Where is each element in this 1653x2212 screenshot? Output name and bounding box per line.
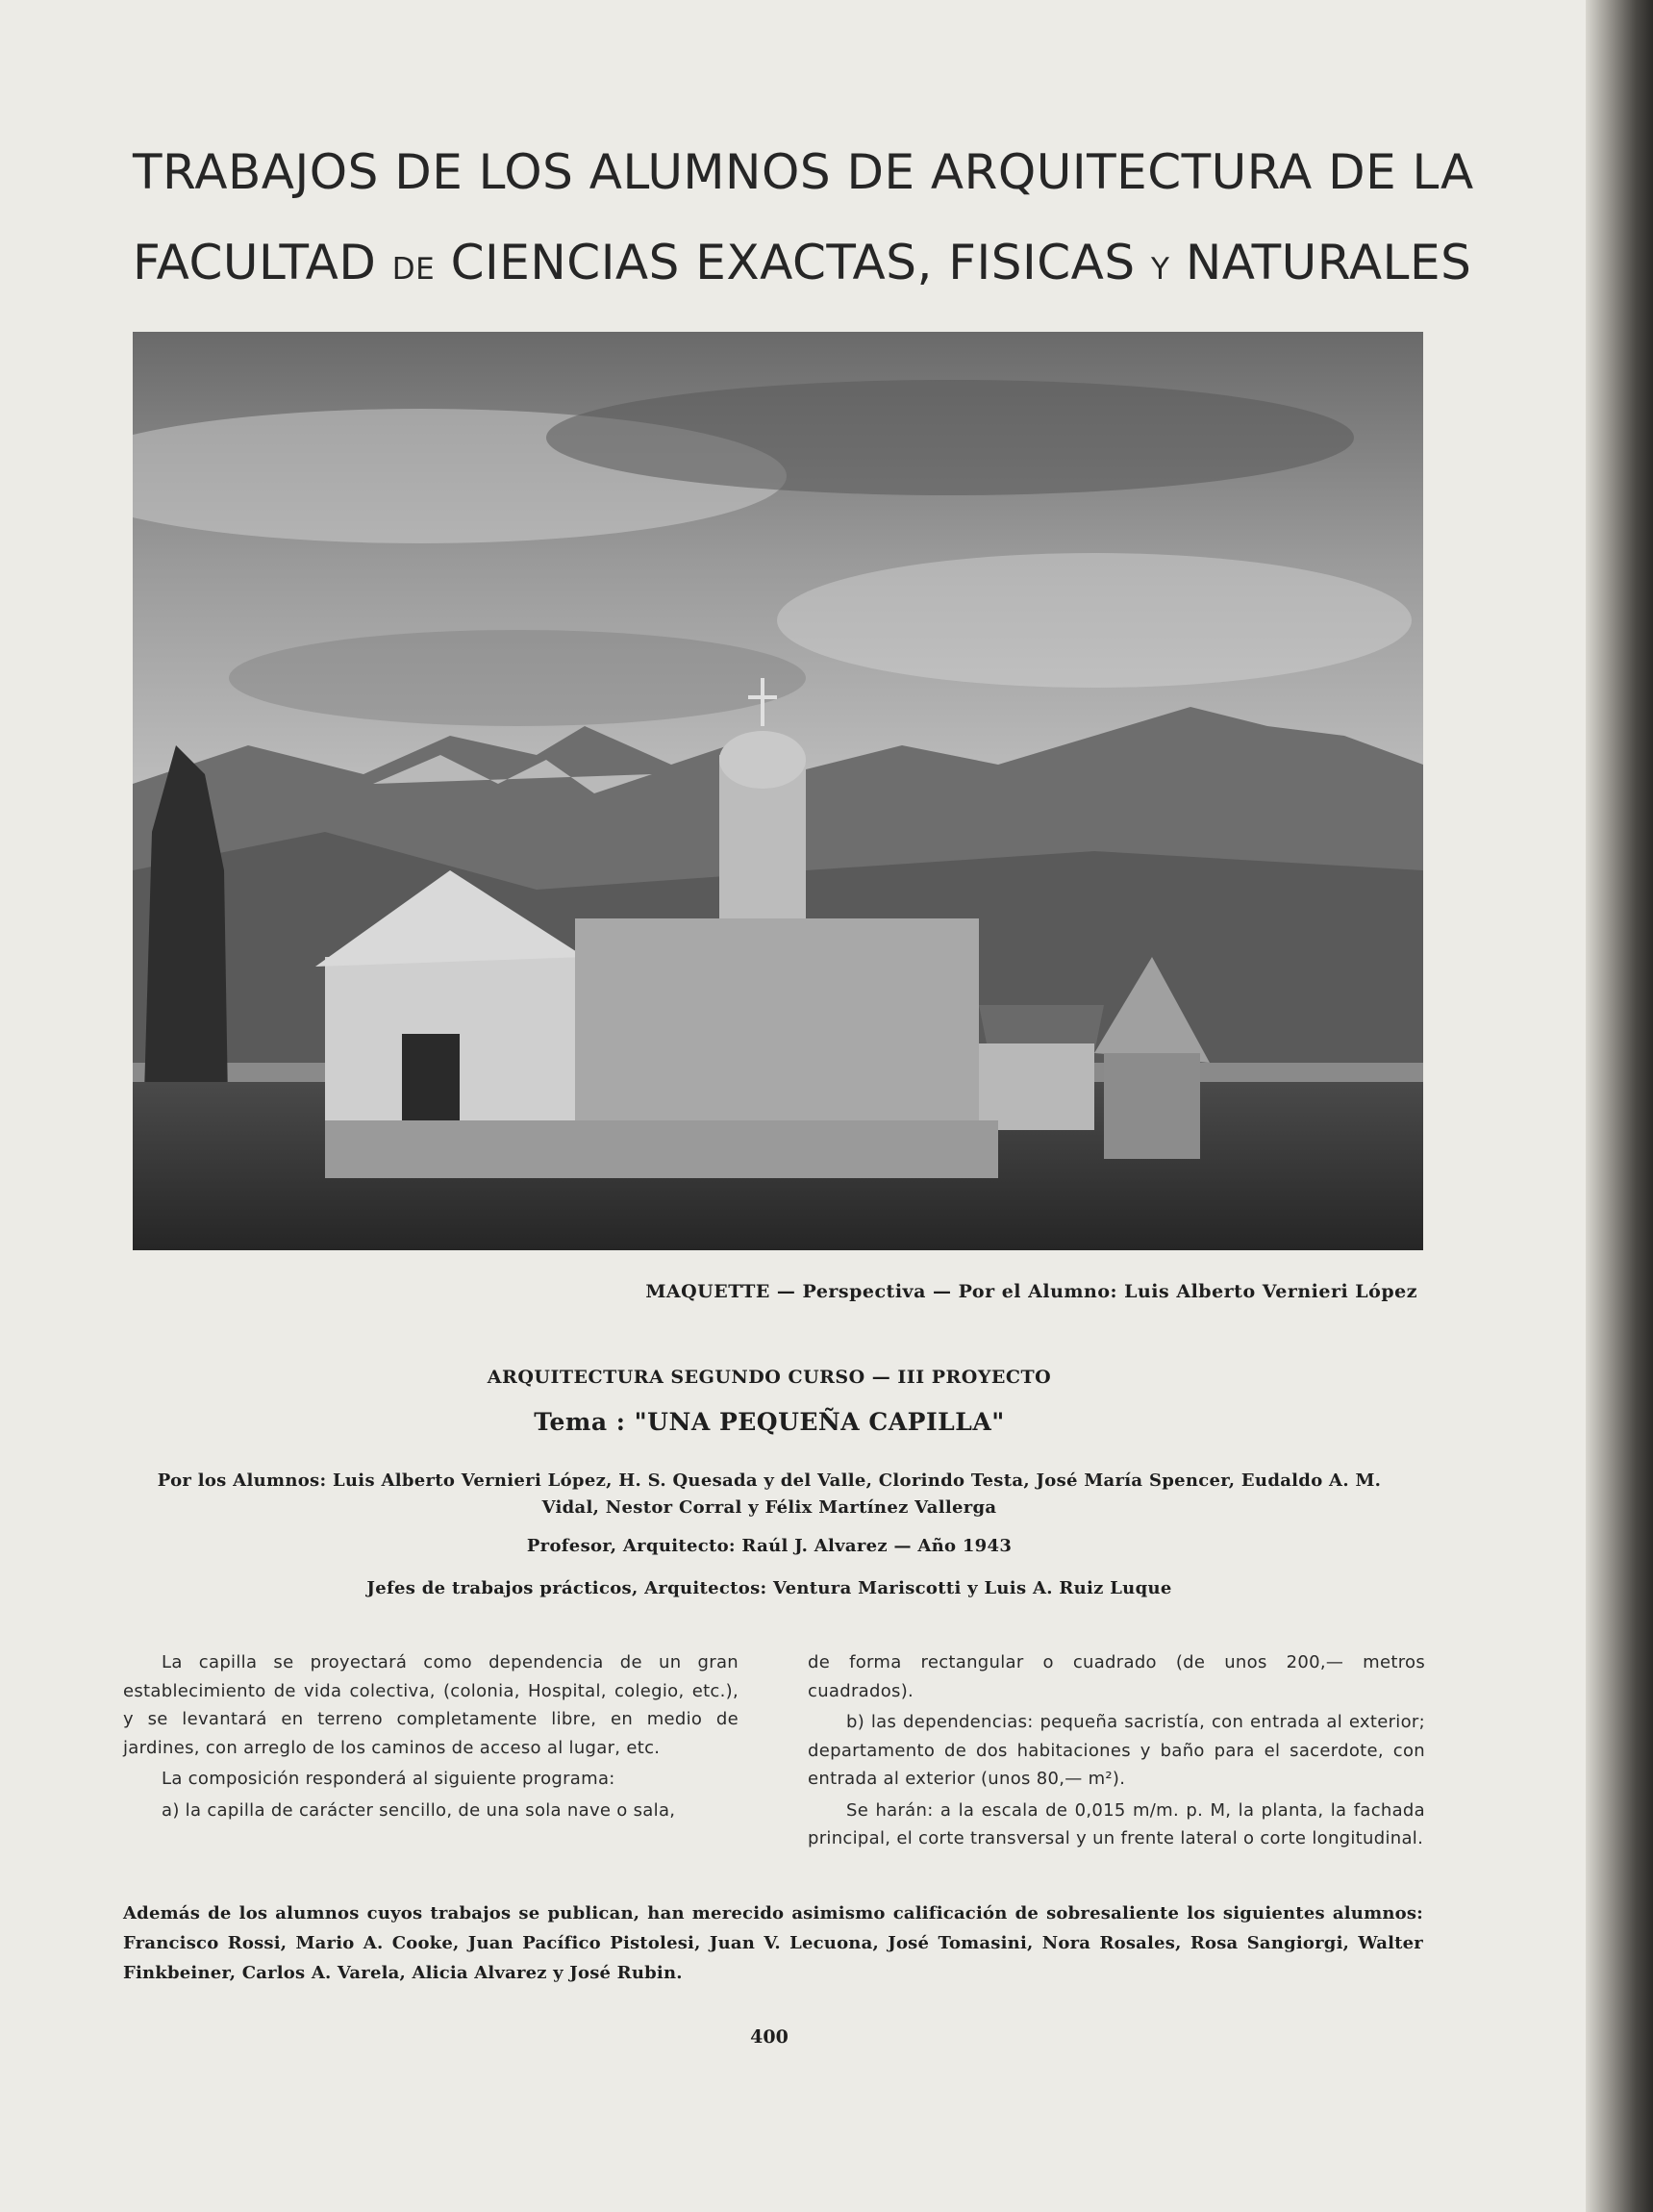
theme-heading: Tema : "UNA PEQUEÑA CAPILLA" bbox=[534, 1408, 1005, 1436]
title-word-y: Y bbox=[1151, 252, 1170, 287]
chapel-model-photo bbox=[133, 332, 1423, 1250]
students-line-2: Vidal, Nestor Corral y Félix Martínez Vallerga bbox=[541, 1497, 997, 1518]
body-paragraph: de forma rectangular o cuadrado (de unos 200,— metros cuadrados). bbox=[808, 1652, 1425, 1701]
book-binding-edge bbox=[1586, 0, 1653, 2212]
title-word-facultad: FACULTAD bbox=[133, 235, 377, 290]
body-paragraph: a) la capilla de carácter sencillo, de una sola nave o sala, bbox=[162, 1799, 676, 1821]
body-paragraph: La composición responderá al siguiente programa: bbox=[162, 1769, 615, 1789]
page-number: 400 bbox=[750, 2026, 789, 2048]
title-word-naturales: NATURALES bbox=[1185, 235, 1472, 290]
students-credits bbox=[0, 1468, 1539, 1521]
practical-work-heads: Jefes de trabajos prácticos, Arquitectos: Ventura Mariscotti y Luis A. Ruiz Luque bbox=[366, 1578, 1172, 1598]
students-line-1: Por los Alumnos: Luis Alberto Vernieri López, H. S. Quesada y del Valle, Clorindo Testa, José María Spencer, Eudaldo A. M. bbox=[157, 1470, 1382, 1491]
course-heading: ARQUITECTURA SEGUNDO CURSO — III PROYECTO bbox=[487, 1367, 1052, 1388]
title-word-de: DE bbox=[391, 252, 436, 287]
body-paragraph: Se harán: a la escala de 0,015 m/m. p. M, la planta, la fachada principal, el corte transversal y un frente lateral o corte longitudinal. bbox=[808, 1799, 1425, 1848]
professor-credit: Profesor, Arquitecto: Raúl J. Alvarez — Año 1943 bbox=[526, 1536, 1013, 1556]
body-paragraph: b) las dependencias: pequeña sacristía, con entrada al exterior; departamento de dos habitaciones y baño para el sacerdote, con entrada al exterior (unos 80,— m²). bbox=[808, 1712, 1425, 1789]
body-paragraph: La capilla se proyectará como dependencia de un gran establecimiento de vida colectiva, (colonia, Hospital, colegio, etc.), y se levantará en terreno completamente libre, en medio de jardines, con arreglo de los caminos de acceso al lugar, etc. bbox=[123, 1652, 739, 1758]
body-column-left bbox=[123, 1648, 739, 1824]
additional-students-note: Además de los alumnos cuyos trabajos se publican, han merecido asimismo calificación de sobresaliente los siguientes alumnos: Francisco Rossi, Mario A. Cooke, Juan Pacífico Pistolesi, Juan V. Lecuona, José Tomasini, Nora Rosales, Rosa Sangiorgi, Walter Finkbeiner, Carlos A. Varela, Alicia Alvarez y José Rubin. bbox=[123, 1903, 1423, 1983]
title-words-ciencias: CIENCIAS EXACTAS, FISICAS bbox=[450, 235, 1136, 290]
body-column-right bbox=[808, 1648, 1425, 1853]
chapel-photo-illustration bbox=[133, 332, 1423, 1250]
page-title-line-1: TRABAJOS DE LOS ALUMNOS DE ARQUITECTURA DE LA bbox=[133, 144, 1474, 200]
page-title-line-2 bbox=[133, 235, 1472, 290]
photo-caption: MAQUETTE — Perspectiva — Por el Alumno: Luis Alberto Vernieri López bbox=[645, 1281, 1417, 1302]
